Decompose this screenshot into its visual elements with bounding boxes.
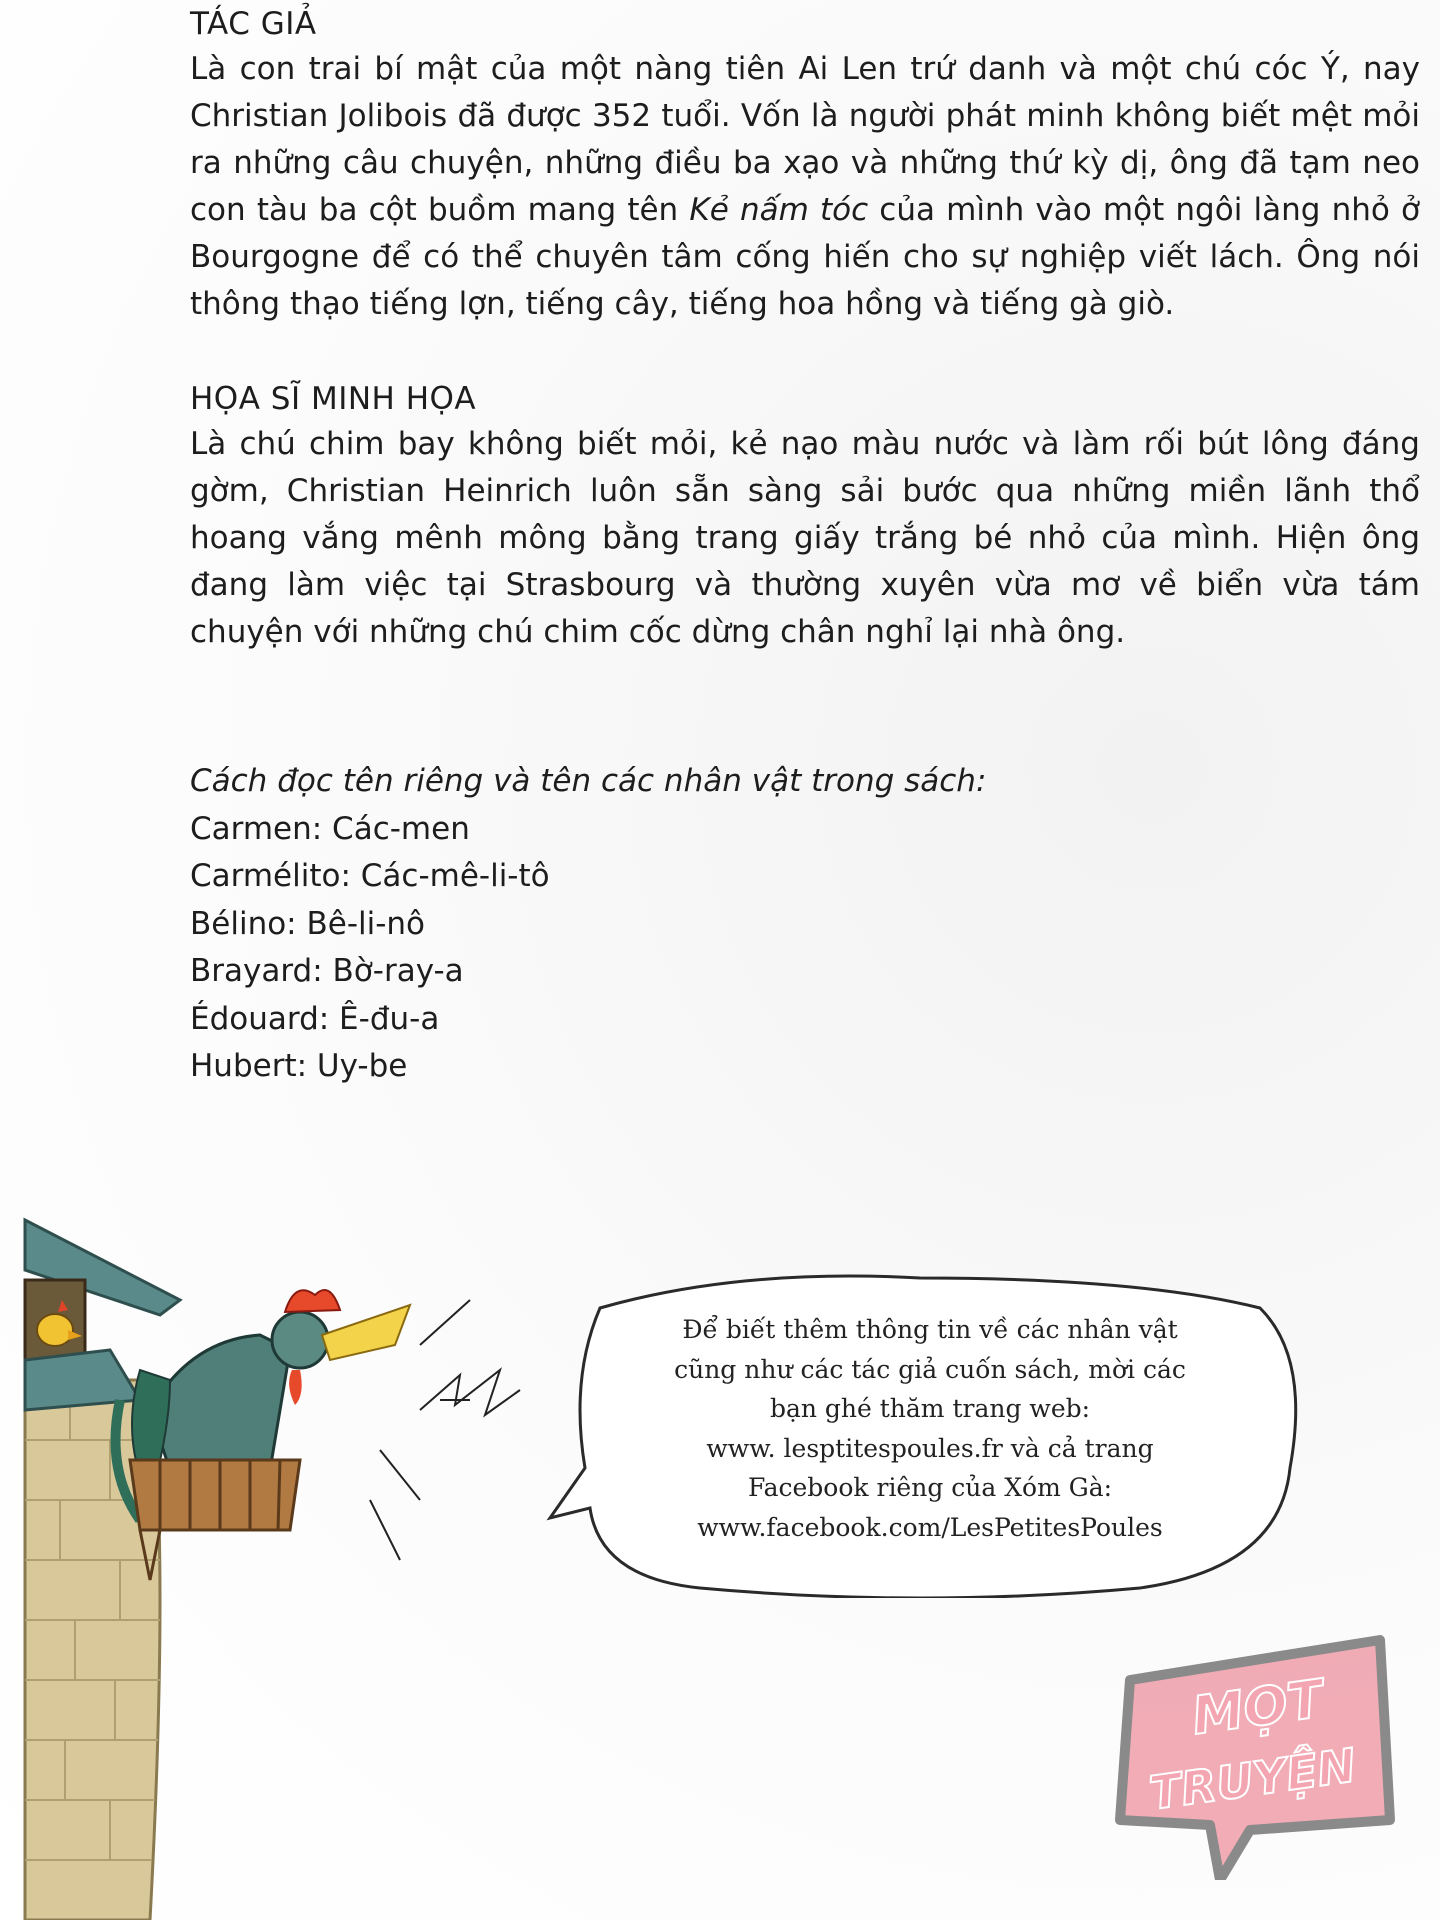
bubble-line: Để biết thêm thông tin về các nhân vật [682, 1315, 1178, 1344]
bubble-text [630, 1310, 1230, 1547]
author-bio [190, 46, 1420, 328]
pronunciation-item: Bélino: Bê-li-nô [190, 905, 426, 942]
watermark-logo [1110, 1620, 1400, 1880]
illustrator-heading: HỌA SĨ MINH HỌA [190, 381, 477, 417]
author-section [190, 2, 1420, 328]
author-heading: TÁC GIẢ [190, 6, 317, 42]
pronunciation-item: Carmen: Các-men [190, 810, 470, 847]
bubble-line: Facebook riêng của Xóm Gà: [747, 1473, 1113, 1502]
pronunciation-intro: Cách đọc tên riêng và tên các nhân vật trong sách: [190, 763, 987, 799]
illustrator-section [190, 377, 1420, 656]
bubble-line[interactable]: www.facebook.com/LesPetitesPoules [697, 1512, 1163, 1542]
pronunciation-item: Brayard: Bờ-ray-a [190, 953, 464, 989]
author-bio-part2: của mình vào một ngôi làng nhỏ ở Bourgogne để có thể chuyên tâm cống hiến cho sự nghiệp viết lách. Ông nói thông thạo tiếng lợn, tiếng cây, tiếng hoa hồng và tiếng gà giò. [190, 192, 1420, 322]
bubble-line[interactable]: www. lesptitespoules.fr và cả trang [706, 1433, 1154, 1463]
pronunciation-item: Hubert: Uy-be [190, 1048, 408, 1084]
illustrator-bio: Là chú chim bay không biết mỏi, kẻ nạo màu nước và làm rối bút lông đáng gờm, Christian Heinrich luôn sẵn sàng sải bước qua những miền lãnh thổ hoang vắng mênh mông bằng trang giấy trắng bé nhỏ của mình. Hiện ông đang làm việc tại Strasbourg và thường xuyên vừa mơ về biển vừa tám chuyện với những chú chim cốc dừng chân nghỉ lại nhà ông. [190, 426, 1420, 650]
bubble-line: cũng như các tác giả cuốn sách, mời các [674, 1354, 1186, 1384]
bubble-line: bạn ghé thăm trang web: [769, 1394, 1091, 1423]
pronunciation-item: Édouard: Ê-đu-a [190, 1000, 440, 1037]
pronunciation-list [190, 758, 986, 1091]
ship-name: Kẻ nấm tóc [689, 192, 869, 228]
pronunciation-item: Carmélito: Các-mê-li-tô [190, 858, 550, 894]
watermark-line2: TRUYỆN [1146, 1737, 1360, 1821]
author-bio-part1: Là con trai bí mật của một nàng tiên Ai Len trứ danh và một chú cóc Ý, nay Christian Jolibois đã được 352 tuổi. Vốn là người phát minh không biết mệt mỏi ra những câu chuyện, những điều ba xạo và những thứ kỳ dị, ông đã tạm neo con tàu ba cột buồm mang tên [190, 51, 1420, 228]
watermark-line1: MỌT [1188, 1669, 1327, 1748]
rooster-tower-illustration [0, 1200, 620, 1920]
